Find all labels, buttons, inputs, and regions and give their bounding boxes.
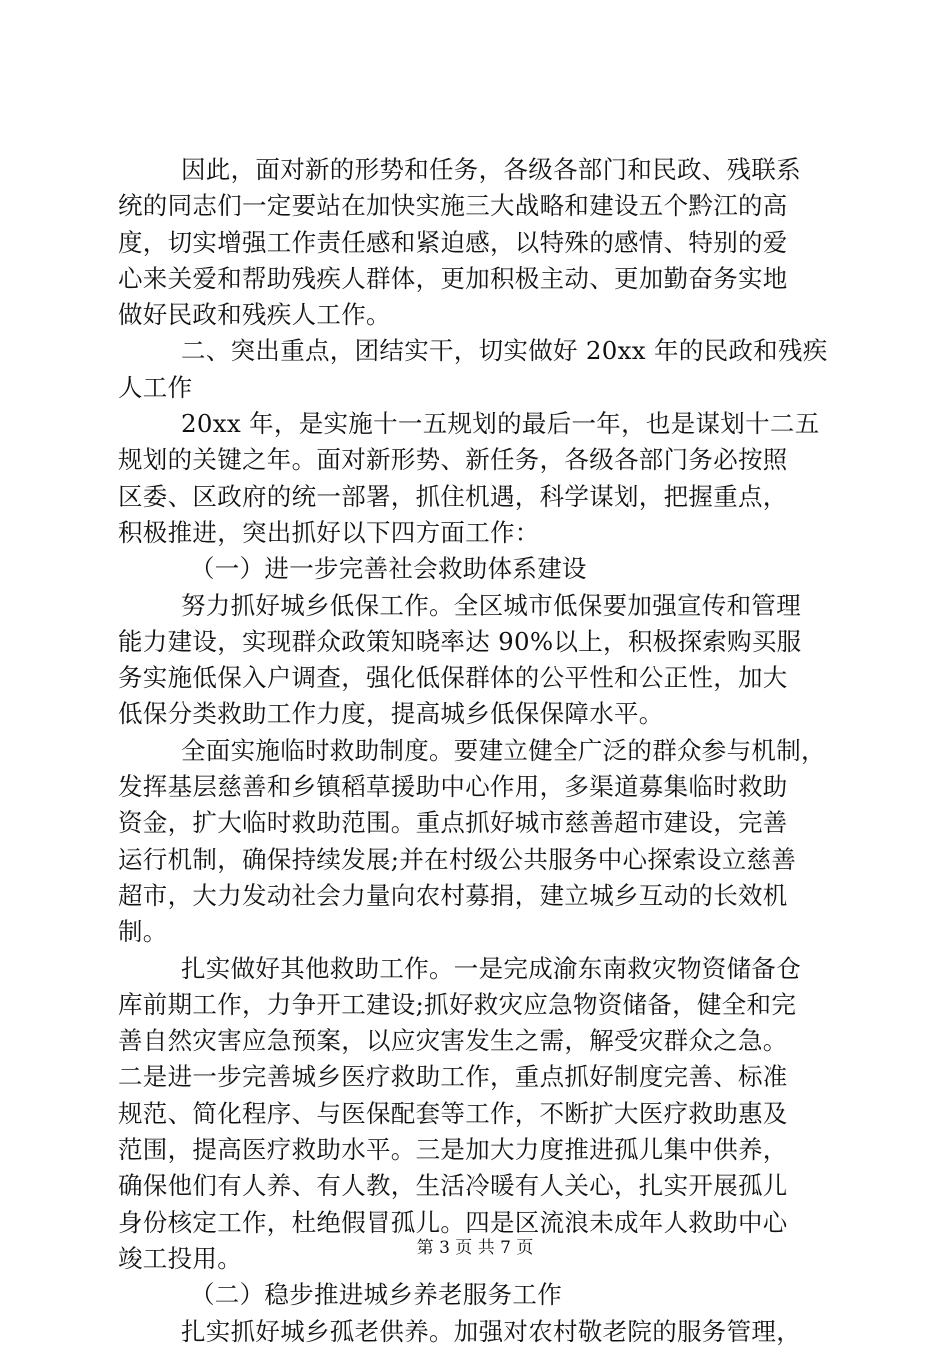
text-line: 做好民政和残疾人工作。 [118, 300, 391, 330]
text-line: 务实施低保入户调查，强化低保群体的公平性和公正性，加大 [118, 663, 788, 693]
text-line: 资金，扩大临时救助范围。重点抓好城市慈善超市建设，完善 [118, 808, 788, 838]
page-number: 第 3 页 共 7 页 [416, 1238, 534, 1258]
text-line: 努力抓好城乡低保工作。全区城市低保要加强宣传和管理 [181, 590, 801, 620]
text-line: 低保分类救助工作力度，提高城乡低保保障水平。 [118, 699, 664, 729]
text-line: 区委、区政府的统一部署，抓住机遇，科学谋划，把握重点， [118, 481, 788, 511]
text-line: 统的同志们一定要站在加快实施三大战略和建设五个黔江的高 [118, 191, 788, 221]
text-line: 度，切实增强工作责任感和紧迫感，以特殊的感情、特别的爱 [118, 227, 788, 257]
document-body [118, 152, 838, 1350]
text-line: 全面实施临时救助制度。要建立健全广泛的群众参与机制， [181, 735, 826, 765]
text-line: 库前期工作，力争开工建设;抓好救灾应急物资储备，健全和完 [118, 989, 797, 1019]
text-line: 竣工投用。 [118, 1243, 242, 1273]
text-line: 发挥基层慈善和乡镇稻草援助中心作用，多渠道募集临时救助 [118, 772, 788, 802]
subsection-heading: （一）进一步完善社会救助体系建设 [190, 554, 587, 584]
text-line: 20xx 年，是实施十一五规划的最后一年，也是谋划十二五 [181, 409, 820, 439]
text-line: 善自然灾害应急预案，以应灾害发生之需，解受灾群众之急。 [118, 1026, 788, 1056]
text-line: 能力建设，实现群众政策知晓率达 90%以上，积极探索购买服 [118, 626, 802, 656]
text-line: 积极推进，突出抓好以下四方面工作： [118, 517, 540, 547]
text-line: 二是进一步完善城乡医疗救助工作，重点抓好制度完善、标准 [118, 1062, 788, 1092]
text-line: 心来关爱和帮助残疾人群体，更加积极主动、更加勤奋务实地 [118, 263, 788, 293]
subsection-heading: （二）稳步推进城乡养老服务工作 [190, 1280, 562, 1310]
text-line: 范围，提高医疗救助水平。三是加大力度推进孤儿集中供养， [118, 1135, 788, 1165]
text-line: 身份核定工作，杜绝假冒孤儿。四是区流浪未成年人救助中心 [118, 1207, 788, 1237]
text-line: 因此，面对新的形势和任务，各级各部门和民政、残联系 [181, 155, 801, 184]
text-line: 制。 [118, 917, 168, 947]
text-line: 扎实抓好城乡孤老供养。加强对农村敬老院的服务管理， [181, 1316, 801, 1346]
text-line: 扎实做好其他救助工作。一是完成渝东南救灾物资储备仓 [181, 953, 801, 983]
text-line: 确保他们有人养、有人教，生活冷暖有人关心，扎实开展孤儿 [118, 1171, 788, 1201]
text-line: 超市，大力发动社会力量向农村募捐，建立城乡互动的长效机 [118, 880, 788, 910]
section-heading: 二、突出重点，团结实干，切实做好 20xx 年的民政和残疾 [181, 336, 828, 366]
page-footer [0, 1237, 950, 1259]
text-line: 运行机制，确保持续发展;并在村级公共服务中心探索设立慈善 [118, 844, 797, 874]
text-line: 规范、简化程序、与医保配套等工作，不断扩大医疗救助惠及 [118, 1098, 788, 1128]
section-heading: 人工作 [118, 372, 193, 402]
text-line: 规划的关键之年。面对新形势、新任务，各级各部门务必按照 [118, 445, 788, 475]
